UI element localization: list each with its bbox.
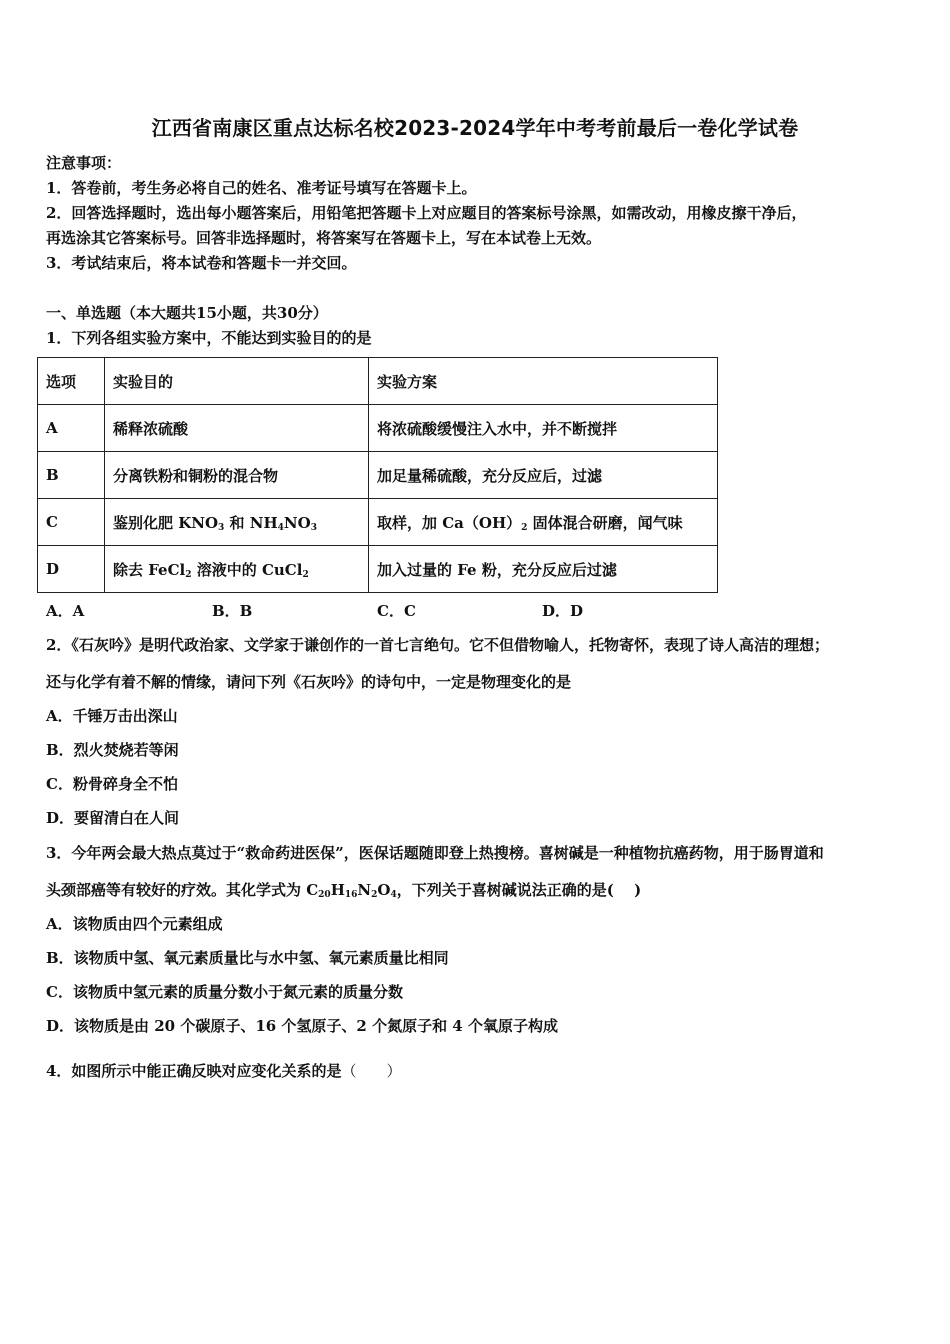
row-goal: 除去 FeCl$_2$ 溶液中的 CuCl$_2$ — [105, 546, 369, 593]
row-goal: 分离铁粉和铜粉的混合物 — [105, 452, 369, 499]
row-option: C — [38, 499, 105, 546]
q2-option-b: B．烈火焚烧若等闲 — [46, 741, 179, 759]
header-plan: 实验方案 — [369, 358, 718, 405]
q2-stem-1: 2．《石灰吟》是明代政治家、文学家于谦创作的一首七言绝句。它不但借物喻人，托物寄怀，表现了诗人高洁的理想； — [46, 636, 829, 654]
row-option: B — [38, 452, 105, 499]
table-row — [38, 499, 718, 546]
row-option: A — [38, 405, 105, 452]
q1-choice-a: A．A — [46, 602, 85, 620]
q1-stem: 1．下列各组实验方案中，不能达到实验目的的是 — [46, 329, 372, 347]
q4-answer-paren: （ ） — [341, 1062, 402, 1080]
header-goal: 实验目的 — [105, 358, 369, 405]
row-plan: 加入过量的 Fe 粉，充分反应后过滤 — [369, 546, 718, 593]
row-goal: 鉴别化肥 $KNO_3$ 和 $NH_4NO_3$ — [105, 499, 369, 546]
exam-title: 江西省南康区重点达标名校2023-2024学年中考考前最后一卷化学试卷 — [151, 116, 799, 140]
q3-option-a: A．该物质由四个元素组成 — [46, 915, 223, 933]
row-plan: 加足量稀硫酸，充分反应后，过滤 — [369, 452, 718, 499]
q1-choice-b: B．B — [212, 602, 253, 620]
row-goal: 稀释浓硫酸 — [105, 405, 369, 452]
section-heading: 一、单选题（本大题共15小题，共30分） — [46, 304, 328, 322]
notice-heading: 注意事项： — [46, 154, 122, 172]
notice-item-1: 1．答卷前，考生务必将自己的姓名、准考证号填写在答题卡上。 — [46, 179, 477, 197]
q3-stem-1: 3．今年两会最大热点莫过于“救命药进医保”，医保话题随即登上热搜榜。喜树碱是一种植物抗癌药物，用于肠胃道和 — [46, 844, 824, 862]
row-plan: 将浓硫酸缓慢注入水中，并不断搅拌 — [369, 405, 718, 452]
q3-option-b: B．该物质中氢、氧元素质量比与水中氢、氧元素质量比相同 — [46, 949, 449, 967]
table-row — [38, 546, 718, 593]
q2-stem-2: 还与化学有着不解的情缘，请问下列《石灰吟》的诗句中，一定是物理变化的是 — [46, 673, 572, 691]
row-plan: 取样，加 $Ca(OH)_2$ 固体混合研磨，闻气味 — [369, 499, 718, 546]
table-header-row — [38, 358, 718, 405]
experiment-table — [37, 357, 718, 593]
notice-item-3: 3．考试结束后，将本试卷和答题卡一并交回。 — [46, 254, 357, 272]
header-option: 选项 — [38, 358, 105, 405]
notice-item-2: 2．回答选择题时，选出每小题答案后，用铅笔把答题卡上对应题目的答案标号涂黑，如需改动，用橡皮擦干净后， — [46, 204, 807, 222]
table-row — [38, 405, 718, 452]
notice-item-2-cont: 再选涂其它答案标号。回答非选择题时，将答案写在答题卡上，写在本试卷上无效。 — [46, 229, 602, 247]
q3-stem-2: 头颈部癌等有较好的疗效。其化学式为 $C_{20}H_{16}N_2O_4$，下列关于喜树碱说法正确的是( ) — [46, 881, 642, 900]
q1-choice-d: D．D — [542, 602, 584, 620]
q2-option-a: A．千锤万击出深山 — [46, 707, 178, 725]
q4-stem: 4．如图所示中能正确反映对应变化关系的是（ ） — [46, 1062, 402, 1080]
row-option: D — [38, 546, 105, 593]
q1-choice-c: C．C — [377, 602, 416, 620]
table-row — [38, 452, 718, 499]
q2-option-d: D．要留清白在人间 — [46, 809, 180, 827]
q3-option-d: D．该物质是由 20 个碳原子、16 个氢原子、2 个氮原子和 4 个氧原子构成 — [46, 1017, 558, 1035]
q3-option-c: C．该物质中氢元素的质量分数小于氮元素的质量分数 — [46, 983, 403, 1001]
q2-option-c: C．粉骨碎身全不怕 — [46, 775, 178, 793]
